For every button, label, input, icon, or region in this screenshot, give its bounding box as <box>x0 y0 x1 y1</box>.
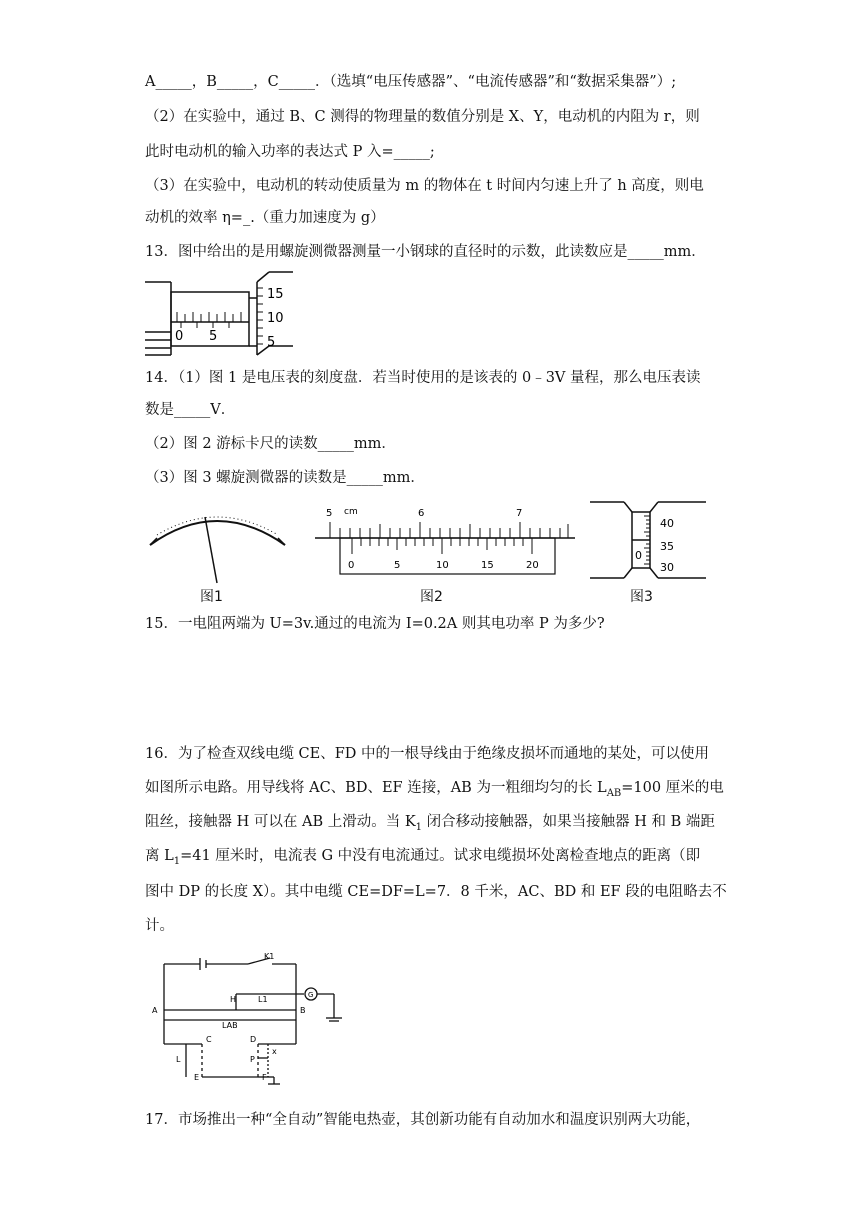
text-line-1: A_____，B_____，C_____．（选填“电压传感器”、“电流传感器”和“数据采集器”）; <box>145 74 677 90</box>
question-14: 14．（1）图 1 是电压表的刻度盘．若当时使用的是该表的 0﹣3V 量程，那么电压表读 <box>145 370 701 386</box>
text-line-9: （2）图 2 游标卡尺的读数_____mm． <box>145 436 396 452</box>
circuit-label-l1: L1 <box>258 995 268 1004</box>
question-13: 13．图中给出的是用螺旋测微器测量一小钢球的直径时的示数，此读数应是_____mm． <box>145 244 706 260</box>
micrometer13-label-15: 15 <box>267 287 284 302</box>
text-line-2: （2）在实验中，通过 B、C 测得的物理量的数值分别是 X、Y，电动机的内阻为 r，则 <box>145 109 700 125</box>
figure-3-caption: 图3 <box>630 589 653 605</box>
figure-2-caption: 图2 <box>420 589 443 605</box>
voltmeter-dial-figure <box>145 505 290 585</box>
circuit-label-c: C <box>206 1035 212 1044</box>
vernier-caliper-figure <box>310 500 580 580</box>
micrometer3-label-30: 30 <box>660 561 674 574</box>
circuit-label-k1: K1 <box>264 952 275 961</box>
circuit-label-d: D <box>250 1035 257 1044</box>
text-line-14-sub: 1 <box>415 821 423 833</box>
circuit-label-l: L <box>176 1055 181 1064</box>
micrometer3-label-35: 35 <box>660 540 674 553</box>
text-line-15-b: =41 厘米时，电流表 G 中没有电流通过。试求电缆损坏处离检查地点的距离（即 <box>180 848 701 864</box>
circuit-diagram <box>150 950 360 1090</box>
circuit-label-e: E <box>194 1073 200 1082</box>
text-line-17: 计。 <box>145 918 174 934</box>
micrometer-figure-13 <box>145 268 295 358</box>
caliper-vernier-label-20: 20 <box>526 560 539 571</box>
caliper-vernier-label-5: 5 <box>394 560 401 571</box>
question-16: 16．为了检查双线电缆 CE、FD 中的一根导线由于绝缘皮损坏而通地的某处，可以使用 <box>145 746 710 762</box>
text-line-13-sub: AB <box>606 787 622 799</box>
micrometer13-label-5-thimble: 5 <box>267 335 276 350</box>
circuit-label-b: B <box>300 1006 306 1015</box>
text-line-15-a: 离 L <box>145 848 174 864</box>
text-line-10: （3）图 3 螺旋测微器的读数是_____mm． <box>145 470 425 486</box>
figure-1-caption: 图1 <box>200 589 223 605</box>
circuit-label-g: G <box>308 991 314 999</box>
micrometer13-label-5: 5 <box>209 329 218 344</box>
micrometer13-label-0: 0 <box>175 329 184 344</box>
text-line-13-a: 如图所示电路。用导线将 AC、BD、EF 连接，AB 为一粗细均匀的长 L <box>145 780 607 796</box>
circuit-label-a: A <box>152 1006 158 1015</box>
question-15: 15．一电阻两端为 U=3v.通过的电流为 I=0.2A 则其电功率 P 为多少? <box>145 616 605 632</box>
text-line-8: 数是_____V． <box>145 402 236 418</box>
text-line-15 <box>145 846 700 872</box>
circuit-label-h: H <box>230 995 237 1004</box>
micrometer3-label-0: 0 <box>635 549 642 562</box>
caliper-vernier-label-0: 0 <box>348 560 355 571</box>
question-17: 17．市场推出一种“全自动”智能电热壶，其创新功能有自动加水和温度识别两大功能， <box>145 1112 701 1128</box>
circuit-label-lab: LAB <box>222 1021 238 1030</box>
text-line-4: （3）在实验中，电动机的转动使质量为 m 的物体在 t 时间内匀速上升了 h 高度，则电 <box>145 178 704 194</box>
caliper-main-label-6: 6 <box>418 508 425 519</box>
caliper-main-label-7: 7 <box>516 508 523 519</box>
text-line-5: 动机的效率 η=_.（重力加速度为 g） <box>145 210 385 226</box>
text-line-14-a: 阻丝，接触器 H 可以在 AB 上滑动。当 K <box>145 814 416 830</box>
micrometer3-label-40: 40 <box>660 517 674 530</box>
micrometer-figure-3 <box>588 496 708 584</box>
caliper-unit-label: cm <box>344 507 358 517</box>
text-line-16: 图中 DP 的长度 X）。其中电缆 CE=DF=L=7．8 千米，AC、BD 和 EF 段的电阻略去不 <box>145 884 727 900</box>
caliper-main-label-5: 5 <box>326 508 333 519</box>
text-line-13-b: =100 厘米的电 <box>621 780 724 796</box>
caliper-vernier-label-15: 15 <box>481 560 494 571</box>
micrometer13-label-10: 10 <box>267 311 284 326</box>
circuit-label-f: F <box>262 1073 267 1082</box>
text-line-14 <box>145 812 715 838</box>
text-line-3: 此时电动机的输入功率的表达式 P 入=_____; <box>145 144 435 160</box>
circuit-label-x: x <box>272 1047 277 1056</box>
text-line-15-sub: 1 <box>173 855 181 867</box>
circuit-label-p: P <box>250 1055 255 1064</box>
text-line-14-b: 闭合移动接触器，如果当接触器 H 和 B 端距 <box>422 814 715 830</box>
caliper-vernier-label-10: 10 <box>436 560 449 571</box>
text-line-13 <box>145 778 724 804</box>
